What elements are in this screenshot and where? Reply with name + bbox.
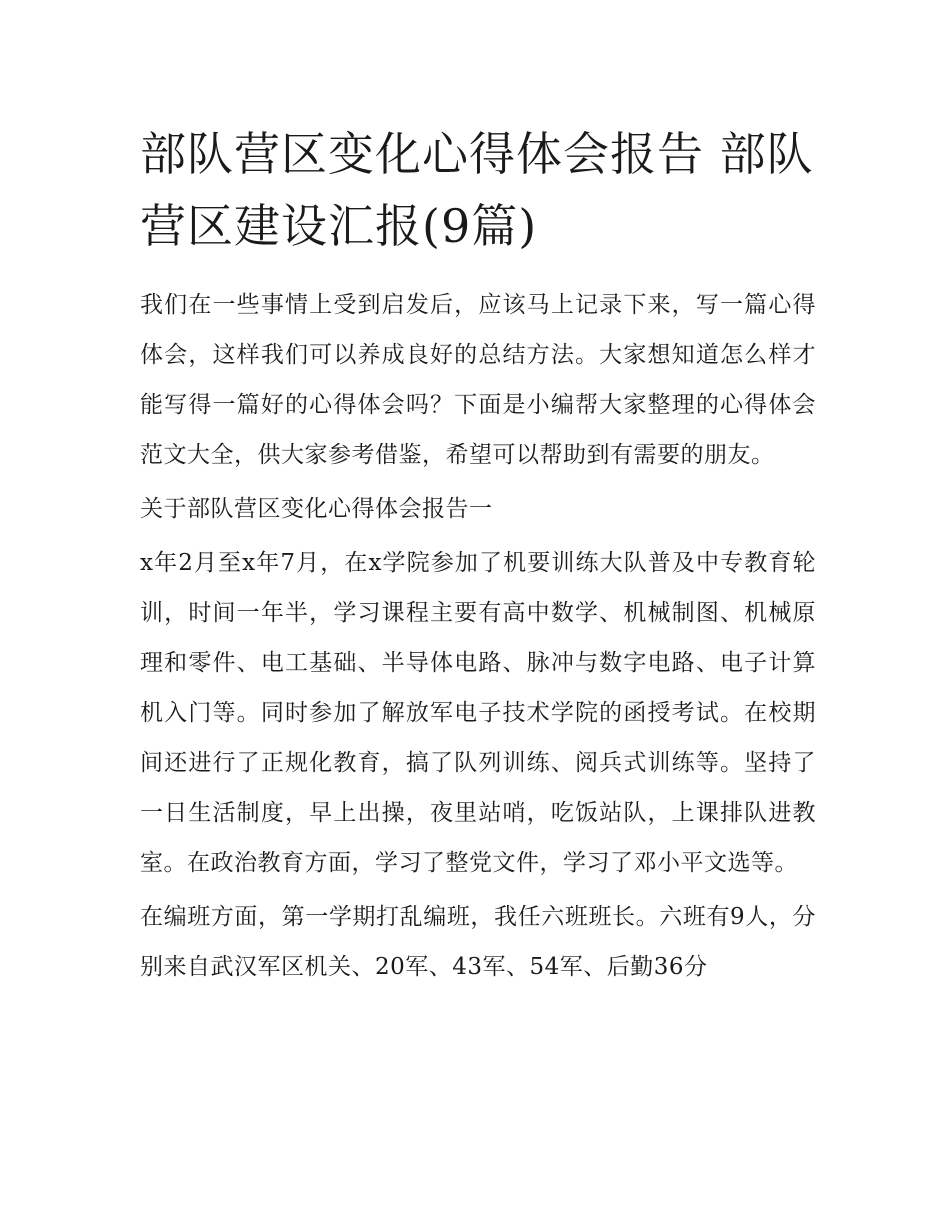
body-paragraph: 在编班方面，第一学期打乱编班，我任六班班长。六班有9人，分别来自武汉军区机关、20军、43军、54军、后勤36分 (140, 904, 816, 980)
intro-paragraph: 我们在一些事情上受到启发后，应该马上记录下来，写一篇心得体会，这样我们可以养成良好的总结方法。大家想知道怎么样才能写得一篇好的心得体会吗？下面是小编帮大家整理的心得体会范文大全，供大家参考借鉴，希望可以帮助到有需要的朋友。 (140, 292, 816, 468)
document-body (140, 280, 816, 996)
document-title: 部队营区变化心得体会报告 部队营区建设汇报(9篇) (140, 127, 814, 253)
body-paragraph: x年2月至x年7月，在x学院参加了机要训练大队普及中专教育轮训，时间一年半，学习课程主要有高中数学、机械制图、机械原理和零件、电工基础、半导体电路、脉冲与数字电路、电子计算机入门等。同时参加了解放军电子技术学院的函授考试。在校期间还进行了正规化教育，搞了队列训练、阅兵式训练等。坚持了一日生活制度，早上出操，夜里站哨，吃饭站队，上课排队进教室。在政治教育方面，学习了整党文件，学习了邓小平文选等。 (140, 550, 816, 876)
section-heading: 关于部队营区变化心得体会报告一 (140, 496, 493, 522)
